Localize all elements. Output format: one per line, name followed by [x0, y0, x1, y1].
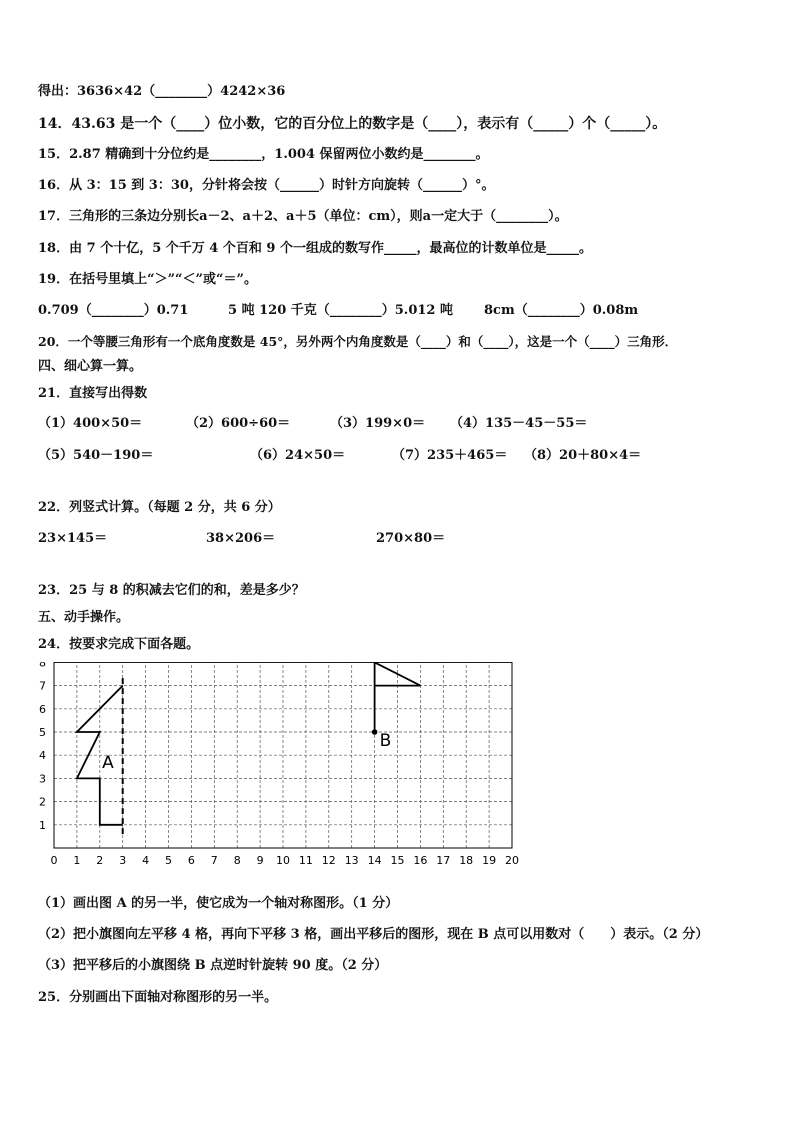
x-tick-label: 9: [256, 854, 264, 867]
section-5-heading: 五、动手操作。: [38, 610, 130, 625]
x-tick-label: 17: [436, 854, 451, 867]
x-tick-label: 16: [413, 854, 428, 867]
x-tick-label: 2: [96, 854, 104, 867]
x-tick-label: 0: [50, 854, 58, 867]
coordinate-grid: [30, 662, 530, 874]
question-21-item-8: （8）20＋80×4＝: [524, 448, 642, 463]
question-24-part-3: （3）把平移后的小旗图绕 B 点逆时针旋转 90 度。（2 分）: [38, 958, 388, 973]
x-tick-label: 10: [276, 854, 290, 867]
question-22-item-a: 23×145＝: [38, 531, 108, 546]
question-21-item-5: （5）540－190＝: [38, 448, 154, 463]
point-b-label: B: [379, 731, 392, 751]
y-tick-label: 4: [39, 749, 46, 763]
y-tick-label: 6: [39, 702, 46, 716]
x-tick-label: 13: [344, 854, 359, 867]
question-19: 19．在括号里填上“＞”“＜”或“＝”。: [38, 272, 257, 287]
y-tick-label: 7: [39, 679, 46, 693]
question-21: 21．直接写出得数: [38, 386, 148, 401]
point-b-dot: [372, 729, 378, 735]
y-tick-label: 2: [39, 795, 46, 809]
shape-a-label: A: [102, 752, 114, 773]
x-tick-label: 4: [142, 854, 150, 867]
question-24-part-1: （1）画出图 A 的另一半，使它成为一个轴对称图形。（1 分）: [38, 896, 399, 911]
question-21-item-1: （1）400×50＝: [38, 416, 143, 431]
x-tick-label: 8: [233, 854, 241, 867]
question-21-item-6: （6）24×50＝: [250, 448, 346, 463]
x-tick-label: 18: [459, 854, 474, 867]
question-14: 14．43.63 是一个（____）位小数，它的百分位上的数字是（____），表示有（_____）个（_____）。: [38, 116, 667, 132]
question-22: 22．列竖式计算。（每题 2 分，共 6 分）: [38, 500, 281, 515]
question-20: 20．一个等腰三角形有一个底角度数是 45°，另外两个内角度数是（____）和（____），这是一个（____）三角形．: [38, 334, 678, 349]
question-24-part-2: （2）把小旗图向左平移 4 格，再向下平移 3 格，画出平移后的图形，现在 B 点可以用数对（ ）表示。（2 分）: [38, 927, 709, 942]
y-tick-label: 3: [39, 772, 46, 786]
x-tick-label: 19: [482, 854, 497, 867]
question-15: 15．2.87 精确到十分位约是________，1.004 保留两位小数约是________。: [38, 147, 489, 162]
x-tick-label: 12: [321, 854, 336, 867]
x-tick-label: 20: [505, 854, 519, 867]
x-tick-label: 6: [187, 854, 195, 867]
question-21-item-4: （4）135－45－55＝: [450, 416, 588, 431]
x-tick-label: 7: [210, 854, 218, 867]
section-4-heading: 四、细心算一算。: [38, 359, 143, 374]
y-tick-label: 1: [39, 818, 46, 832]
question-21-item-3: （3）199×0＝: [330, 416, 426, 431]
question-19-item-c: 8cm（________）0.08m: [484, 303, 639, 318]
y-tick-label: 8: [39, 662, 46, 670]
question-21-item-2: （2）600÷60＝: [186, 416, 291, 431]
question-16: 16．从 3：15 到 3：30，分针将会按（______）时针方向旋转（______）°。: [38, 178, 495, 193]
question-24: 24．按要求完成下面各题。: [38, 637, 200, 652]
conclusion-line: 得出：3636×42（________）4242×36: [38, 84, 286, 99]
grid-canvas: [30, 662, 530, 874]
question-22-item-c: 270×80＝: [376, 531, 446, 546]
question-19-item-b: 5 吨 120 千克（________）5.012 吨: [228, 303, 453, 318]
question-22-item-b: 38×206＝: [206, 531, 276, 546]
x-tick-label: 15: [390, 854, 405, 867]
y-tick-label: 5: [39, 726, 46, 739]
question-23: 23．25 与 8 的积减去它们的和，差是多少？: [38, 583, 305, 598]
x-tick-label: 11: [298, 854, 313, 867]
question-18: 18．由 7 个十亿，5 个千万 4 个百和 9 个一组成的数写作_____，最高位的计数单位是_____。: [38, 241, 592, 256]
question-17: 17．三角形的三条边分别长a－2、a＋2、a＋5（单位：cm），则a一定大于（________）。: [38, 209, 568, 224]
question-19-item-a: 0.709（________）0.71: [38, 303, 189, 318]
x-tick-label: 1: [73, 854, 81, 867]
question-25: 25．分别画出下面轴对称图形的另一半。: [38, 990, 278, 1005]
x-tick-label: 14: [367, 854, 382, 867]
x-tick-label: 5: [165, 854, 172, 867]
question-21-item-7: （7）235＋465＝: [392, 448, 508, 463]
x-tick-label: 3: [119, 854, 127, 867]
